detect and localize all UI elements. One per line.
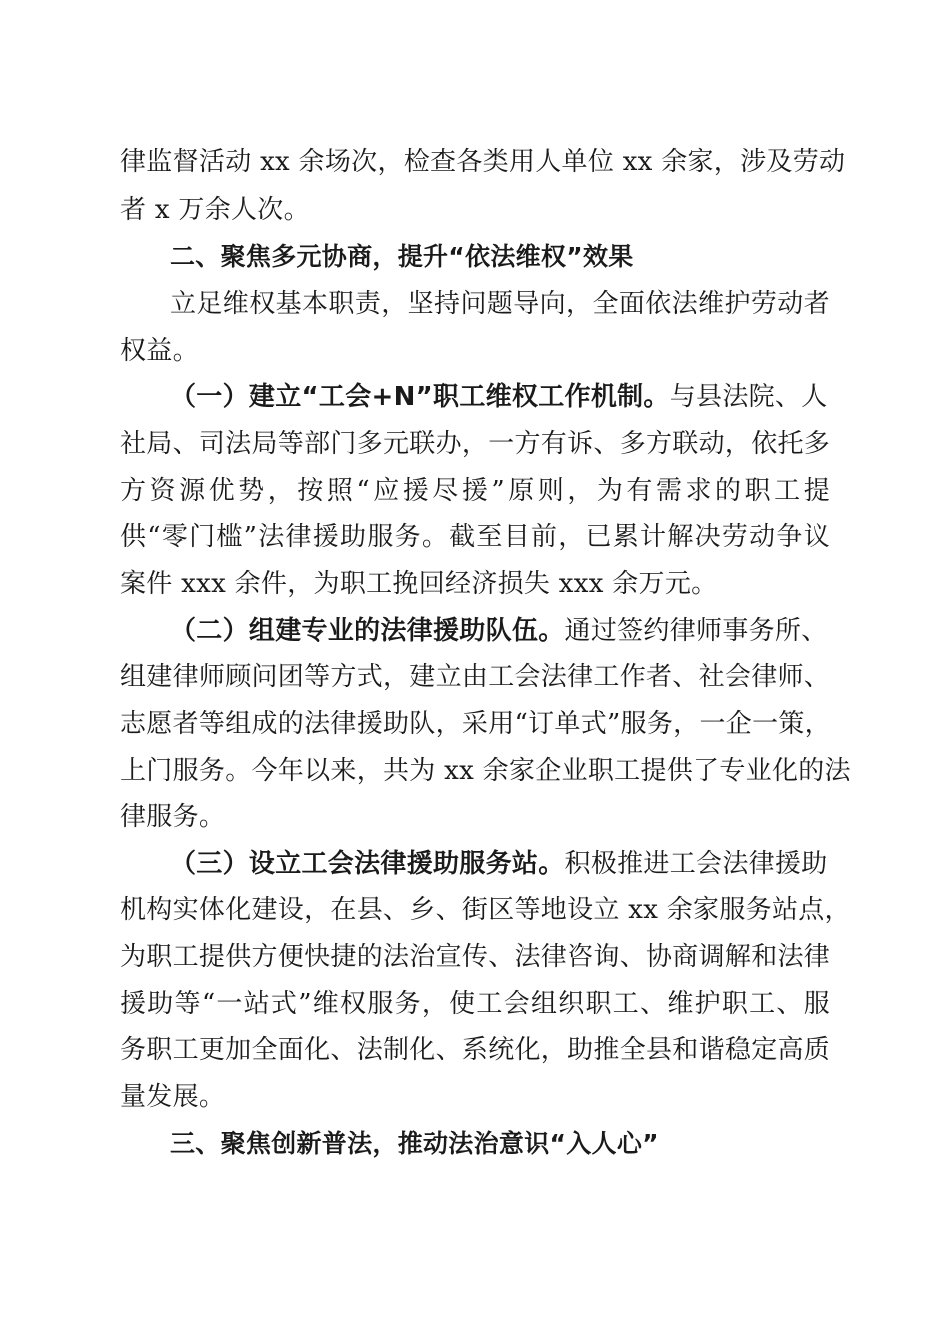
body-text-line: 援助等“一站式”维权服务，使工会组织职工、维护职工、服: [120, 989, 830, 1019]
body-text-line: 机构实体化建设，在县、乡、街区等地设立 xx 余家服务站点，: [120, 895, 851, 925]
body-text-run: 积极推进工会法律援助: [564, 849, 828, 879]
body-text-line: 组建律师顾问团等方式，建立由工会法律工作者、社会律师、: [120, 662, 831, 692]
subsection-heading-3: （三）设立工会法律援助服务站。: [170, 849, 565, 879]
body-text-line: 者 x 万余人次。: [120, 195, 310, 225]
body-text-line: 方资源优势，按照“应援尽援”原则，为有需求的职工提: [120, 476, 830, 506]
body-text-line: 上门服务。今年以来，共为 xx 余家企业职工提供了专业化的法: [120, 756, 851, 786]
subsection-heading-1: （一）建立“工会+N”职工维权工作机制。: [170, 382, 670, 412]
body-text-run: 通过签约律师事务所、: [564, 616, 828, 646]
body-text-line: 供“零门槛”法律援助服务。截至目前，已累计解决劳动争议: [120, 522, 830, 552]
section-heading-3: 三、聚焦创新普法，推动法治意识“入人心”: [170, 1129, 659, 1158]
body-text-run: 与县法院、人: [669, 382, 828, 412]
body-text-line: 为职工提供方便快捷的法治宣传、法律咨询、协商调解和法律: [120, 942, 831, 972]
body-text-line: 社局、司法局等部门多元联办，一方有诉、多方联动，依托多: [120, 429, 831, 459]
body-text-line: 案件 xxx 余件，为职工挽回经济损失 xxx 余万元。: [120, 569, 718, 599]
body-text-line: 务职工更加全面化、法制化、系统化，助推全县和谐稳定高质: [120, 1035, 831, 1065]
body-text-line: 律服务。: [120, 802, 226, 832]
body-text-line: 志愿者等组成的法律援助队，采用“订单式”服务，一企一策，: [120, 709, 831, 739]
subsection-heading-2: （二）组建专业的法律援助队伍。: [170, 616, 565, 646]
subsection-line: [170, 382, 830, 412]
body-text-line: 权益。: [120, 336, 199, 366]
section-heading-2: 二、聚焦多元协商，提升“依法维权”效果: [170, 242, 634, 271]
body-text-line: 立足维权基本职责，坚持问题导向，全面依法维护劳动者: [170, 289, 830, 319]
subsection-line: [170, 616, 830, 646]
body-text-line: 律监督活动 xx 余场次，检查各类用人单位 xx 余家，涉及劳动: [120, 147, 846, 177]
body-text-line: 量发展。: [120, 1082, 226, 1112]
subsection-line: [170, 849, 830, 879]
